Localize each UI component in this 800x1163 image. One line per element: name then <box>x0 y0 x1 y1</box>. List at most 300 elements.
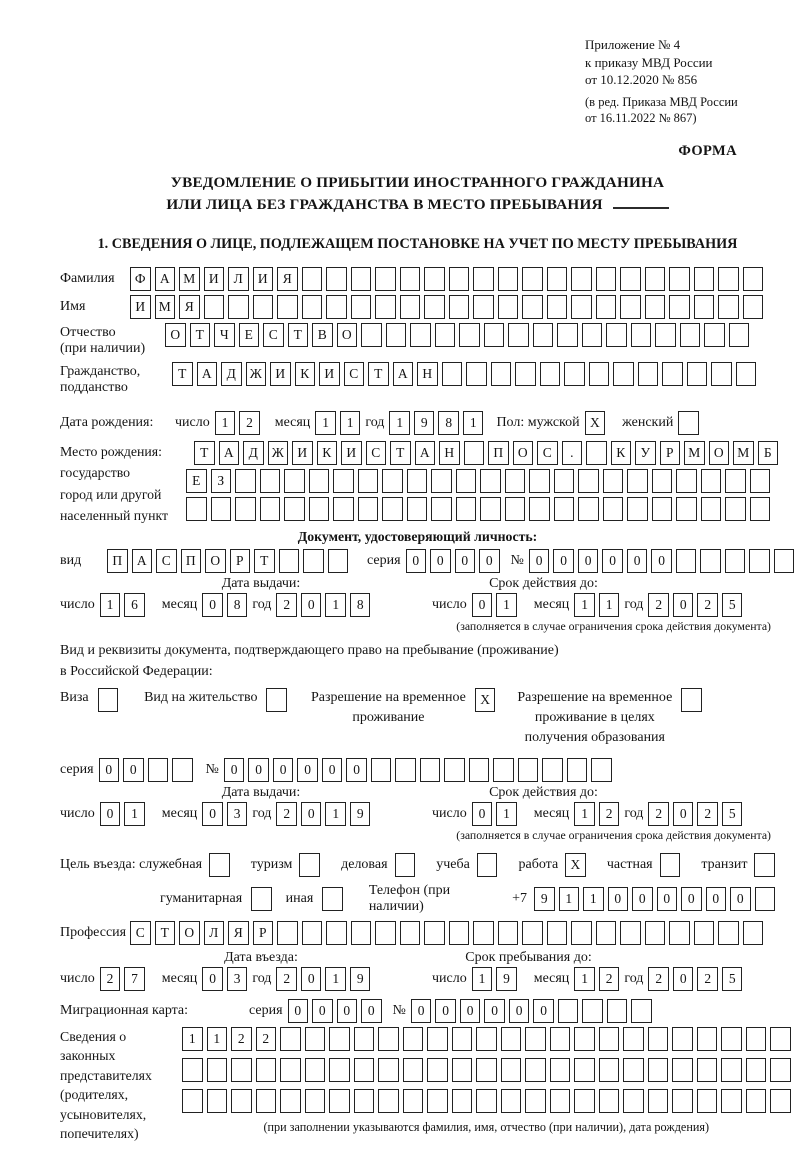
char-cell[interactable] <box>746 1027 767 1051</box>
char-cell[interactable] <box>358 469 379 493</box>
char-cell[interactable] <box>309 469 330 493</box>
char-cell[interactable]: Т <box>172 362 193 386</box>
char-cell[interactable] <box>473 295 494 319</box>
char-cell[interactable] <box>669 267 690 291</box>
char-cell[interactable] <box>652 497 673 521</box>
purpose-study-checkbox[interactable] <box>477 853 498 877</box>
char-cell[interactable] <box>645 921 666 945</box>
char-cell[interactable] <box>403 1058 424 1082</box>
stay-doc-issue-year[interactable] <box>276 802 370 826</box>
char-cell[interactable] <box>701 469 722 493</box>
char-cell[interactable] <box>540 362 561 386</box>
char-cell[interactable] <box>279 549 300 573</box>
char-cell[interactable]: Ж <box>268 441 289 465</box>
char-cell[interactable]: 2 <box>697 593 718 617</box>
residence-permit-checkbox[interactable] <box>266 688 287 712</box>
char-cell[interactable] <box>613 362 634 386</box>
char-cell[interactable]: Ф <box>130 267 151 291</box>
char-cell[interactable] <box>547 295 568 319</box>
char-cell[interactable] <box>452 1027 473 1051</box>
char-cell[interactable]: Я <box>179 295 200 319</box>
char-cell[interactable] <box>326 921 347 945</box>
char-cell[interactable]: М <box>155 295 176 319</box>
char-cell[interactable]: К <box>611 441 632 465</box>
char-cell[interactable]: 0 <box>202 802 223 826</box>
char-cell[interactable]: Р <box>253 921 274 945</box>
char-cell[interactable] <box>473 267 494 291</box>
char-cell[interactable] <box>648 1089 669 1113</box>
char-cell[interactable]: X <box>475 688 496 712</box>
char-cell[interactable] <box>518 758 539 782</box>
char-cell[interactable] <box>329 1058 350 1082</box>
purpose-official-checkbox[interactable] <box>209 853 230 877</box>
char-cell[interactable] <box>435 323 456 347</box>
char-cell[interactable]: С <box>537 441 558 465</box>
char-cell[interactable]: 0 <box>602 549 623 573</box>
char-cell[interactable] <box>498 295 519 319</box>
char-cell[interactable]: Б <box>758 441 779 465</box>
char-cell[interactable]: 0 <box>533 999 554 1023</box>
char-cell[interactable] <box>403 1089 424 1113</box>
char-cell[interactable] <box>172 758 193 782</box>
char-cell[interactable] <box>305 1058 326 1082</box>
doc-issue-year[interactable] <box>276 593 370 617</box>
char-cell[interactable]: 0 <box>673 802 694 826</box>
char-cell[interactable]: О <box>709 441 730 465</box>
char-cell[interactable]: 2 <box>276 593 297 617</box>
char-cell[interactable]: 0 <box>346 758 367 782</box>
char-cell[interactable] <box>407 469 428 493</box>
given-name-input[interactable] <box>130 295 763 319</box>
char-cell[interactable]: 0 <box>288 999 309 1023</box>
char-cell[interactable]: 0 <box>202 967 223 991</box>
char-cell[interactable] <box>736 362 757 386</box>
char-cell[interactable] <box>251 887 272 911</box>
char-cell[interactable]: А <box>219 441 240 465</box>
char-cell[interactable] <box>743 295 764 319</box>
char-cell[interactable] <box>378 1058 399 1082</box>
char-cell[interactable] <box>253 295 274 319</box>
char-cell[interactable]: А <box>197 362 218 386</box>
char-cell[interactable]: X <box>585 411 606 435</box>
char-cell[interactable] <box>498 267 519 291</box>
char-cell[interactable]: 2 <box>697 802 718 826</box>
char-cell[interactable] <box>669 295 690 319</box>
char-cell[interactable]: И <box>292 441 313 465</box>
char-cell[interactable] <box>501 1089 522 1113</box>
char-cell[interactable] <box>260 497 281 521</box>
char-cell[interactable] <box>420 758 441 782</box>
char-cell[interactable] <box>620 295 641 319</box>
char-cell[interactable] <box>452 1058 473 1082</box>
char-cell[interactable]: 0 <box>509 999 530 1023</box>
char-cell[interactable]: Т <box>288 323 309 347</box>
char-cell[interactable] <box>749 549 770 573</box>
char-cell[interactable] <box>770 1027 791 1051</box>
char-cell[interactable]: 5 <box>722 802 743 826</box>
char-cell[interactable] <box>480 497 501 521</box>
char-cell[interactable]: Л <box>204 921 225 945</box>
purpose-work-checkbox[interactable] <box>565 853 586 877</box>
purpose-tourism-checkbox[interactable] <box>299 853 320 877</box>
char-cell[interactable] <box>522 921 543 945</box>
char-cell[interactable] <box>574 1058 595 1082</box>
char-cell[interactable]: Р <box>660 441 681 465</box>
char-cell[interactable] <box>725 549 746 573</box>
char-cell[interactable] <box>427 1089 448 1113</box>
char-cell[interactable] <box>235 469 256 493</box>
char-cell[interactable]: 0 <box>460 999 481 1023</box>
char-cell[interactable] <box>596 921 617 945</box>
entry-year[interactable] <box>276 967 370 991</box>
char-cell[interactable]: 2 <box>599 967 620 991</box>
char-cell[interactable] <box>469 758 490 782</box>
char-cell[interactable] <box>596 267 617 291</box>
char-cell[interactable] <box>725 469 746 493</box>
char-cell[interactable] <box>571 921 592 945</box>
char-cell[interactable]: 1 <box>315 411 336 435</box>
char-cell[interactable]: 0 <box>479 549 500 573</box>
char-cell[interactable]: О <box>337 323 358 347</box>
char-cell[interactable] <box>395 853 416 877</box>
doc-number-input[interactable] <box>529 549 795 573</box>
char-cell[interactable]: 1 <box>574 967 595 991</box>
char-cell[interactable] <box>305 1027 326 1051</box>
sex-male-checkbox[interactable] <box>585 411 606 435</box>
char-cell[interactable]: Е <box>186 469 207 493</box>
char-cell[interactable] <box>329 1027 350 1051</box>
char-cell[interactable]: 0 <box>472 802 493 826</box>
doc-issue-month[interactable] <box>202 593 247 617</box>
char-cell[interactable] <box>449 267 470 291</box>
char-cell[interactable] <box>333 469 354 493</box>
char-cell[interactable]: 3 <box>227 802 248 826</box>
purpose-other-checkbox[interactable] <box>322 887 343 911</box>
char-cell[interactable] <box>431 469 452 493</box>
char-cell[interactable] <box>473 921 494 945</box>
char-cell[interactable]: 9 <box>414 411 435 435</box>
char-cell[interactable] <box>427 1027 448 1051</box>
char-cell[interactable] <box>299 853 320 877</box>
char-cell[interactable]: 0 <box>301 802 322 826</box>
char-cell[interactable] <box>427 1058 448 1082</box>
char-cell[interactable] <box>697 1058 718 1082</box>
char-cell[interactable] <box>277 921 298 945</box>
char-cell[interactable]: 0 <box>681 887 702 911</box>
char-cell[interactable] <box>354 1089 375 1113</box>
stay-doc-valid-year[interactable] <box>648 802 742 826</box>
char-cell[interactable] <box>525 1058 546 1082</box>
char-cell[interactable] <box>329 1089 350 1113</box>
birth-place-input-3[interactable] <box>186 497 770 521</box>
char-cell[interactable] <box>207 1058 228 1082</box>
char-cell[interactable] <box>322 887 343 911</box>
char-cell[interactable] <box>378 1027 399 1051</box>
char-cell[interactable]: К <box>295 362 316 386</box>
char-cell[interactable] <box>620 921 641 945</box>
char-cell[interactable] <box>547 921 568 945</box>
char-cell[interactable] <box>721 1027 742 1051</box>
char-cell[interactable] <box>672 1058 693 1082</box>
char-cell[interactable]: В <box>312 323 333 347</box>
char-cell[interactable]: 1 <box>100 593 121 617</box>
char-cell[interactable]: 0 <box>578 549 599 573</box>
char-cell[interactable]: 2 <box>239 411 260 435</box>
char-cell[interactable]: 1 <box>583 887 604 911</box>
char-cell[interactable]: 1 <box>325 593 346 617</box>
char-cell[interactable]: 0 <box>651 549 672 573</box>
char-cell[interactable] <box>303 549 324 573</box>
char-cell[interactable] <box>182 1089 203 1113</box>
char-cell[interactable]: 5 <box>722 593 743 617</box>
char-cell[interactable]: Т <box>155 921 176 945</box>
visa-checkbox[interactable] <box>98 688 119 712</box>
char-cell[interactable] <box>501 1058 522 1082</box>
char-cell[interactable] <box>280 1089 301 1113</box>
char-cell[interactable] <box>302 921 323 945</box>
char-cell[interactable] <box>484 323 505 347</box>
purpose-humanitarian-checkbox[interactable] <box>251 887 272 911</box>
char-cell[interactable] <box>277 295 298 319</box>
char-cell[interactable] <box>302 267 323 291</box>
char-cell[interactable]: 0 <box>322 758 343 782</box>
char-cell[interactable] <box>697 1027 718 1051</box>
char-cell[interactable] <box>582 999 603 1023</box>
char-cell[interactable]: 9 <box>350 967 371 991</box>
char-cell[interactable] <box>328 549 349 573</box>
char-cell[interactable] <box>209 853 230 877</box>
char-cell[interactable] <box>697 1089 718 1113</box>
char-cell[interactable]: 0 <box>297 758 318 782</box>
char-cell[interactable] <box>231 1089 252 1113</box>
char-cell[interactable]: 0 <box>99 758 120 782</box>
char-cell[interactable] <box>371 758 392 782</box>
char-cell[interactable] <box>525 1027 546 1051</box>
char-cell[interactable]: У <box>635 441 656 465</box>
char-cell[interactable] <box>687 362 708 386</box>
char-cell[interactable]: К <box>317 441 338 465</box>
char-cell[interactable]: Н <box>439 441 460 465</box>
char-cell[interactable]: Н <box>417 362 438 386</box>
char-cell[interactable]: 0 <box>123 758 144 782</box>
char-cell[interactable] <box>266 688 287 712</box>
char-cell[interactable] <box>623 1027 644 1051</box>
char-cell[interactable] <box>681 688 702 712</box>
char-cell[interactable] <box>326 295 347 319</box>
char-cell[interactable]: 0 <box>627 549 648 573</box>
char-cell[interactable] <box>305 1089 326 1113</box>
char-cell[interactable] <box>505 497 526 521</box>
char-cell[interactable] <box>774 549 795 573</box>
char-cell[interactable]: 0 <box>312 999 333 1023</box>
char-cell[interactable] <box>701 497 722 521</box>
char-cell[interactable] <box>599 1027 620 1051</box>
entry-day[interactable] <box>100 967 145 991</box>
char-cell[interactable] <box>260 469 281 493</box>
char-cell[interactable] <box>589 362 610 386</box>
char-cell[interactable]: И <box>319 362 340 386</box>
char-cell[interactable] <box>596 295 617 319</box>
char-cell[interactable]: 1 <box>496 802 517 826</box>
stay-doc-issue-month[interactable] <box>202 802 247 826</box>
char-cell[interactable] <box>302 295 323 319</box>
char-cell[interactable] <box>574 1027 595 1051</box>
char-cell[interactable]: И <box>270 362 291 386</box>
stay-until-year[interactable] <box>648 967 742 991</box>
char-cell[interactable]: 0 <box>472 593 493 617</box>
stay-doc-valid-day[interactable] <box>472 802 517 826</box>
char-cell[interactable]: Д <box>243 441 264 465</box>
char-cell[interactable]: 8 <box>438 411 459 435</box>
char-cell[interactable]: С <box>130 921 151 945</box>
char-cell[interactable]: 1 <box>389 411 410 435</box>
char-cell[interactable]: 1 <box>574 593 595 617</box>
char-cell[interactable]: 0 <box>435 999 456 1023</box>
char-cell[interactable] <box>256 1089 277 1113</box>
char-cell[interactable]: О <box>165 323 186 347</box>
char-cell[interactable]: А <box>415 441 436 465</box>
char-cell[interactable] <box>375 295 396 319</box>
char-cell[interactable] <box>770 1058 791 1082</box>
char-cell[interactable] <box>770 1089 791 1113</box>
char-cell[interactable] <box>529 497 550 521</box>
char-cell[interactable] <box>694 921 715 945</box>
char-cell[interactable] <box>578 497 599 521</box>
doc-valid-month[interactable] <box>574 593 619 617</box>
representatives-input-3[interactable] <box>182 1089 791 1113</box>
char-cell[interactable] <box>400 267 421 291</box>
char-cell[interactable] <box>662 362 683 386</box>
char-cell[interactable]: 0 <box>632 887 653 911</box>
char-cell[interactable] <box>746 1089 767 1113</box>
char-cell[interactable]: 8 <box>350 593 371 617</box>
char-cell[interactable] <box>466 362 487 386</box>
char-cell[interactable] <box>456 497 477 521</box>
char-cell[interactable] <box>660 853 681 877</box>
char-cell[interactable] <box>554 497 575 521</box>
char-cell[interactable] <box>755 887 776 911</box>
char-cell[interactable] <box>721 1089 742 1113</box>
char-cell[interactable] <box>754 853 775 877</box>
char-cell[interactable] <box>459 323 480 347</box>
char-cell[interactable]: 0 <box>202 593 223 617</box>
char-cell[interactable]: 0 <box>224 758 245 782</box>
char-cell[interactable] <box>529 469 550 493</box>
char-cell[interactable] <box>452 1089 473 1113</box>
char-cell[interactable]: 0 <box>248 758 269 782</box>
char-cell[interactable] <box>204 295 225 319</box>
char-cell[interactable] <box>382 469 403 493</box>
char-cell[interactable]: Д <box>221 362 242 386</box>
char-cell[interactable] <box>211 497 232 521</box>
char-cell[interactable]: С <box>263 323 284 347</box>
char-cell[interactable] <box>564 362 585 386</box>
char-cell[interactable] <box>547 267 568 291</box>
char-cell[interactable]: 0 <box>301 967 322 991</box>
char-cell[interactable]: 2 <box>276 967 297 991</box>
char-cell[interactable] <box>358 497 379 521</box>
char-cell[interactable] <box>645 295 666 319</box>
char-cell[interactable] <box>326 267 347 291</box>
char-cell[interactable] <box>729 323 750 347</box>
char-cell[interactable] <box>351 295 372 319</box>
char-cell[interactable] <box>351 267 372 291</box>
char-cell[interactable] <box>558 999 579 1023</box>
char-cell[interactable]: 0 <box>673 967 694 991</box>
birth-year-input[interactable] <box>389 411 483 435</box>
char-cell[interactable] <box>309 497 330 521</box>
char-cell[interactable]: 0 <box>673 593 694 617</box>
char-cell[interactable]: 2 <box>648 967 669 991</box>
char-cell[interactable]: 1 <box>182 1027 203 1051</box>
char-cell[interactable]: 1 <box>340 411 361 435</box>
char-cell[interactable]: Л <box>228 267 249 291</box>
char-cell[interactable] <box>407 497 428 521</box>
stay-until-month[interactable] <box>574 967 619 991</box>
char-cell[interactable]: 0 <box>301 593 322 617</box>
doc-valid-year[interactable] <box>648 593 742 617</box>
doc-type-input[interactable] <box>107 549 348 573</box>
char-cell[interactable]: Я <box>228 921 249 945</box>
char-cell[interactable]: 3 <box>227 967 248 991</box>
char-cell[interactable] <box>627 497 648 521</box>
char-cell[interactable] <box>591 758 612 782</box>
char-cell[interactable]: 1 <box>559 887 580 911</box>
char-cell[interactable]: 0 <box>657 887 678 911</box>
char-cell[interactable] <box>508 323 529 347</box>
char-cell[interactable]: 1 <box>599 593 620 617</box>
char-cell[interactable] <box>522 267 543 291</box>
char-cell[interactable]: 7 <box>124 967 145 991</box>
birth-month-input[interactable] <box>315 411 360 435</box>
char-cell[interactable] <box>400 295 421 319</box>
char-cell[interactable] <box>235 497 256 521</box>
char-cell[interactable] <box>620 267 641 291</box>
char-cell[interactable] <box>718 295 739 319</box>
char-cell[interactable]: Т <box>194 441 215 465</box>
char-cell[interactable] <box>378 1089 399 1113</box>
char-cell[interactable]: П <box>107 549 128 573</box>
char-cell[interactable]: 1 <box>215 411 236 435</box>
char-cell[interactable] <box>607 999 628 1023</box>
char-cell[interactable] <box>410 323 431 347</box>
char-cell[interactable]: И <box>130 295 151 319</box>
char-cell[interactable] <box>382 497 403 521</box>
char-cell[interactable]: 2 <box>231 1027 252 1051</box>
char-cell[interactable] <box>718 921 739 945</box>
char-cell[interactable] <box>648 1058 669 1082</box>
char-cell[interactable] <box>351 921 372 945</box>
birth-place-input-1[interactable] <box>194 441 778 465</box>
char-cell[interactable] <box>361 323 382 347</box>
char-cell[interactable]: 9 <box>350 802 371 826</box>
char-cell[interactable]: О <box>179 921 200 945</box>
char-cell[interactable] <box>550 1058 571 1082</box>
char-cell[interactable]: М <box>684 441 705 465</box>
char-cell[interactable]: О <box>513 441 534 465</box>
char-cell[interactable] <box>522 295 543 319</box>
char-cell[interactable]: 1 <box>574 802 595 826</box>
char-cell[interactable]: 0 <box>730 887 751 911</box>
char-cell[interactable] <box>655 323 676 347</box>
char-cell[interactable] <box>98 688 119 712</box>
char-cell[interactable] <box>711 362 732 386</box>
char-cell[interactable] <box>672 1027 693 1051</box>
char-cell[interactable] <box>284 497 305 521</box>
sex-female-checkbox[interactable] <box>678 411 699 435</box>
char-cell[interactable]: 0 <box>529 549 550 573</box>
char-cell[interactable] <box>444 758 465 782</box>
